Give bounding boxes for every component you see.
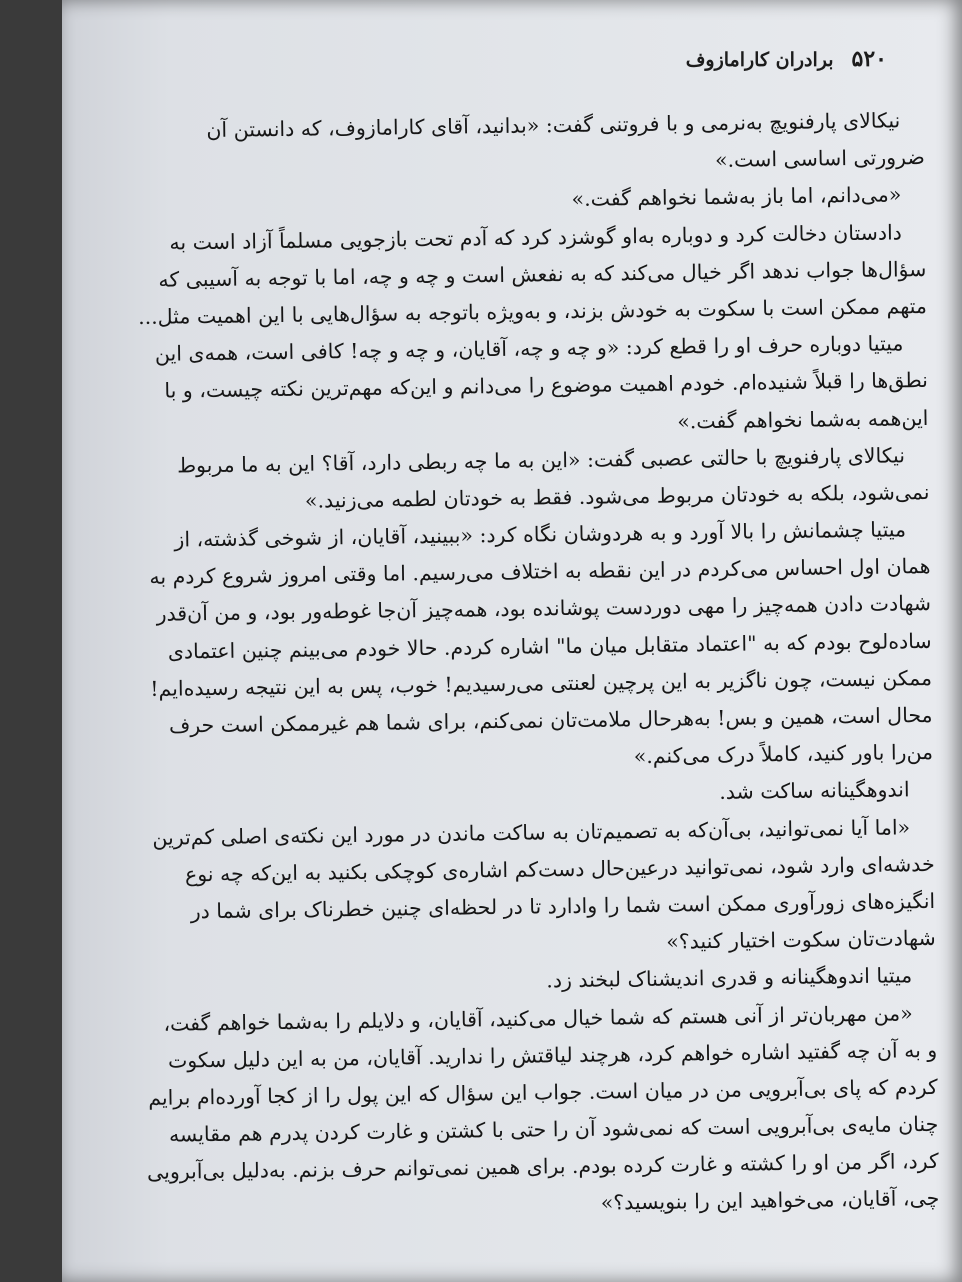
text-line: نیکالای پارفنویچ با حالتی عصبی گفت: «این به ما چه ربطی دارد، آقا؟ این به ما مربوط: [176, 442, 906, 478]
text-line: ممکن نیست، چون ناگزیر به این پرچین لعنتی می‌رسیدیم! خوب، پس به این نتیجه رسیده‌ایم!: [150, 665, 933, 701]
text-line: من‌را باور کنید، کاملاً درک می‌کنم.»: [633, 740, 934, 769]
text-line: نیکالای پارفنویچ به‌نرمی و با فروتنی گفت: «بدانید، آقای کارامازوف، که دانستن آن: [206, 108, 901, 143]
text-line: این‌همه به‌شما نخواهم گفت.»: [677, 405, 929, 433]
text-line: «من مهربان‌تر از آنی هستم که شما خیال می‌کنید، آقایان، و دلایلم را به‌شما خواهم گفت،: [163, 1000, 913, 1036]
page-number: ۵۲۰: [851, 46, 887, 72]
text-line: متهم ممکن است با سکوت به خودش بزند، و به‌ویژه باتوجه به سؤال‌هایی با این اهمیت مثل...: [137, 293, 928, 329]
text-line: کردم که پای بی‌آبرویی من در میان است. جواب این سؤال که این پول را از کجا آورده‌ام برایم: [148, 1074, 938, 1110]
text-line: شهادت‌تان سکوت اختیار کنید؟»: [666, 926, 936, 954]
text-line: اندوهگینانه ساکت شد.: [719, 777, 910, 805]
book-title: برادران کارامازوف: [685, 49, 834, 71]
page-body: [64, 102, 939, 1230]
text-line: کرد، اگر من او را کشته و غارت کرده بودم. برای همین نمی‌توانم حرف بزنم. به‌دلیل بی‌آبرویی: [146, 1149, 939, 1185]
text-line: ضرورتی اساسی است.»: [714, 145, 925, 173]
text-line: و به آن چه گفتید اشاره خواهم کرد، هرچند لیاقتش را ندارید. آقایان، من به این دلیل سکوت: [167, 1037, 938, 1073]
book-page: [62, 0, 962, 1282]
text-line: سؤال‌ها جواب ندهد اگر خیال می‌کند که به نفعش است و چه و چه، اما با توجه به آسیبی که: [158, 256, 927, 292]
text-line: دادستان دخالت کرد و دوباره به‌او گوشزد کرد که آدم تحت بازجویی مسلماً آزاد است به: [169, 219, 902, 255]
text-line: محال است، همین و بس! به‌هرحال ملامت‌تان نمی‌کنم، برای شما هم غیرممکن است حرف: [168, 702, 933, 738]
text-line: چنان مایه‌ی بی‌آبرویی است که نمی‌شود آن را حتی با کشتن و غارت کردن پدرم هم مقایسه: [168, 1111, 939, 1147]
text-line: نمی‌شود، بلکه به خودتان مربوط می‌شود. فقط به خودتان لطمه می‌زنید.»: [304, 479, 930, 513]
text-line: شهادت دادن همه‌چیز را مهی دوردست پوشانده بود، همه‌چیز آن‌جا غوطه‌ور بود، و من آن‌قدر: [156, 591, 932, 627]
text-line: ساده‌لوح بودم که به "اعتماد متقابل میان ما" اشاره کردم. حالا خودم می‌بینم چنین اعتمادی: [167, 628, 932, 664]
text-line: میتیا دوباره حرف او را قطع کرد: «و چه و چه، آقایان، و چه و چه! کافی است، همه‌ی این: [154, 331, 904, 366]
text-line: میتیا اندوهگینانه و قدری اندیشناک لبخند زد.: [546, 963, 913, 993]
page-header: [686, 46, 887, 72]
text-line: خدشه‌ای وارد شود، نمی‌توانید درعین‌حال دست‌کم اشاره‌ی کوچکی بکنید به این‌که چه نوع: [184, 851, 935, 887]
text-line: «اما آیا نمی‌توانید، بی‌آن‌که به تصمیم‌تان به ساکت ماندن در مورد این نکته‌ی اصلی کم‌ترین: [152, 814, 911, 850]
text-line: همان اول احساس می‌کردم در این نقطه به اختلاف می‌رسیم. اما وقتی امروز شروع کردم به: [149, 554, 931, 590]
text-line: چی، آقایان، می‌خواهید این را بنویسید؟»: [600, 1186, 940, 1216]
text-line: میتیا چشمانش را بالا آورد و به هردوشان نگاه کرد: «ببینید، آقایان، از شوخی گذشته، از: [174, 517, 907, 552]
text-line: انگیزه‌های زورآوری ممکن است شما را وادارد تا در لحظه‌ای چنین خطرناک برای شما در: [190, 888, 936, 924]
text-line: «می‌دانم، اما باز به‌شما نخواهم گفت.»: [571, 182, 902, 212]
text-line: نطق‌ها را قبلاً شنیده‌ام. خودم اهمیت موضوع را می‌دانم و این‌که مهم‌ترین نکته چیست، و با: [164, 368, 929, 403]
